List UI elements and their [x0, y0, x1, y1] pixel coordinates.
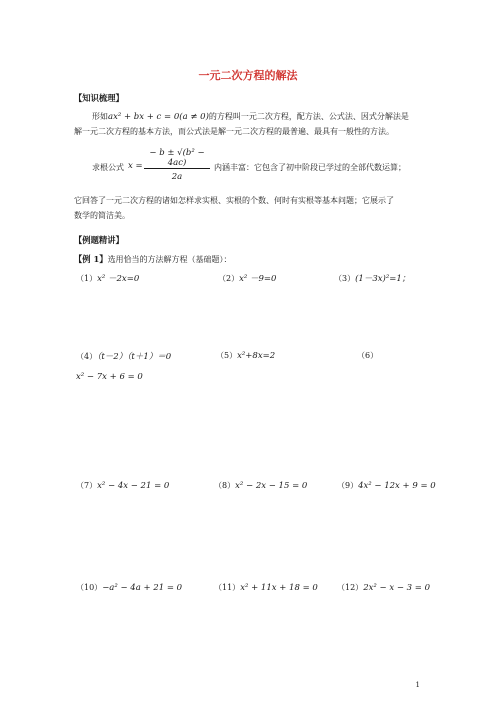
problem-11: [214, 582, 318, 593]
problem-equation: −a² − 4a + 21 = 0: [102, 583, 183, 593]
problem-number: （12）: [337, 583, 364, 592]
definition-rest: 的方程叫一元二次方程，配方法、公式法、因式分解法是: [208, 112, 409, 121]
problem-number: （6）: [357, 351, 379, 360]
problem-number: （5）: [216, 351, 238, 360]
problem-number: （3）: [334, 274, 356, 283]
fraction-bar: [144, 168, 210, 169]
problem-number: （1）: [76, 274, 98, 283]
formula-lhs: x =: [128, 161, 143, 171]
formula-suffix: 内涵丰富：它包含了初中阶段已学过的全部代数运算；: [214, 163, 406, 172]
page-number: 1: [415, 681, 420, 689]
problem-equation: 4x² − 12x + 9 = 0: [358, 481, 436, 491]
problem-equation: x² − 4x − 21 = 0: [97, 481, 170, 491]
problem-10: [76, 582, 182, 593]
problem-number: （4）: [76, 352, 98, 361]
section-heading-examples: 【例题精讲】: [74, 235, 124, 245]
problem-8: [214, 480, 307, 491]
problem-number: （7）: [76, 481, 98, 490]
problem-3: [334, 272, 410, 284]
problem-equation: (1－3x)²=1；: [355, 274, 411, 284]
general-form-formula: ax² + bx + c = 0(a ≠ 0): [108, 112, 209, 122]
problem-4: [76, 350, 171, 362]
problem-7: [76, 480, 169, 491]
section-heading-knowledge: 【知识梳理】: [74, 93, 124, 103]
problem-number: （8）: [214, 481, 236, 490]
paragraph-meaning-line1: 它回答了一元二次方程的诸如怎样求实根、实根的个数、何时有实根等基本问题；它展示了: [74, 196, 394, 205]
formula-denominator: 2a: [171, 172, 183, 182]
problem-equation: x² − 2x − 15 = 0: [235, 481, 308, 491]
problem-2: [218, 272, 276, 284]
paragraph-meaning-line2: 数学的简洁美。: [74, 211, 130, 220]
definition-prefix: 形如: [92, 112, 108, 121]
paragraph-definition-line1: [92, 111, 409, 122]
problem-6: [357, 350, 378, 361]
paragraph-definition-line2: 解一元二次方程的基本方法，而公式法是解一元二次方程的最普遍、最具有一般性的方法。: [74, 127, 394, 136]
example-instruction: 选用恰当的方法解方程（基础题）：: [107, 255, 232, 264]
problem-1: [76, 272, 139, 284]
problem-5: [216, 350, 275, 361]
problem-number: （9）: [337, 481, 359, 490]
problem-equation: x² －9=0: [239, 274, 277, 284]
example-label: 【例 1】: [74, 254, 108, 264]
formula-prefix: 求根公式: [92, 163, 124, 172]
formula-numerator: − b ± √(b² − 4ac): [149, 148, 205, 168]
problem-number: （11）: [214, 583, 241, 592]
problem-number: （10）: [76, 583, 103, 592]
page-title: 一元二次方程的解法: [198, 69, 298, 82]
problem-9: [337, 480, 436, 491]
problem-equation: x²+8x=2: [237, 351, 276, 361]
problem-equation: （t－2）（t＋1）＝0: [97, 352, 172, 362]
problem-number: （2）: [218, 274, 240, 283]
problem-equation: x² －2x=0: [97, 274, 140, 284]
problem-equation: 2x² − x − 3 = 0: [363, 583, 430, 593]
problem-12: [337, 582, 430, 593]
example-1-header: [74, 253, 232, 265]
problem-equation: x² + 11x + 18 = 0: [240, 583, 318, 593]
problem-6-equation: x² − 7x + 6 = 0: [76, 372, 143, 382]
